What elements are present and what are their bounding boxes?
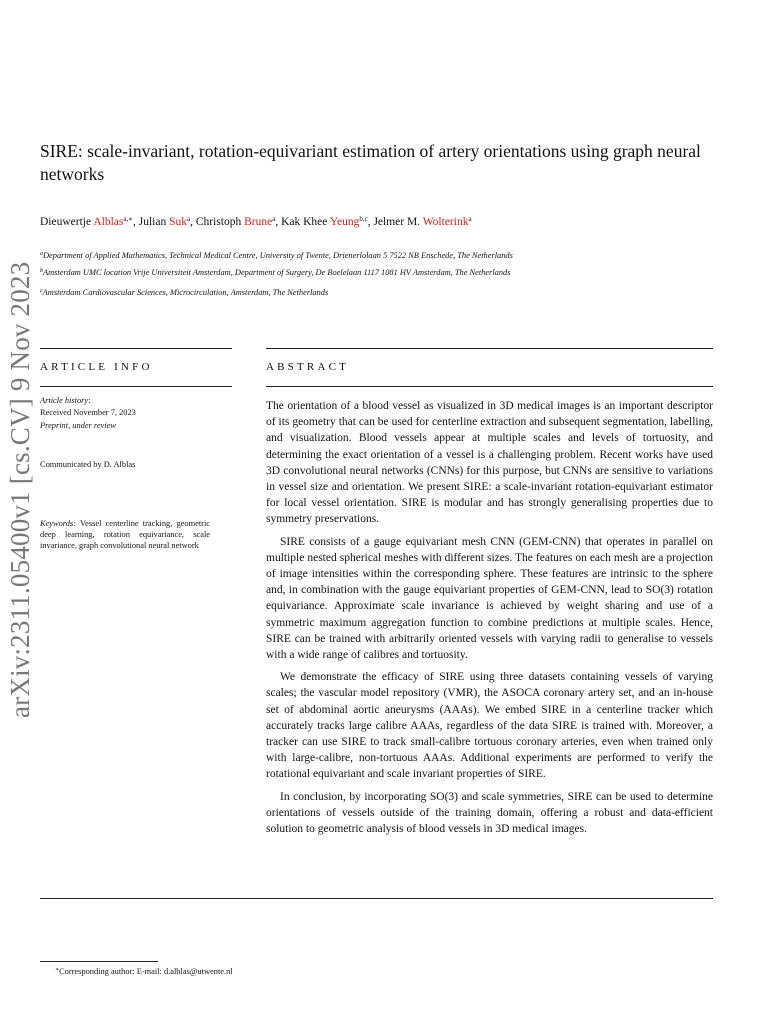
- author-surname[interactable]: Alblas: [93, 216, 124, 228]
- paper-title: SIRE: scale-invariant, rotation-equivariant estimation of artery orientations using graph neural networks: [40, 141, 701, 184]
- keywords: Keywords: Vessel centerline tracking, geometric deep learning, rotation equivariance, scale invariance, graph convolutional neural network: [40, 519, 210, 551]
- arxiv-identifier: arXiv:2311.05400v1 [cs.CV] 9 Nov 2023: [5, 261, 35, 718]
- author-surname[interactable]: Wolterink: [422, 216, 469, 228]
- author: Dieuwertje Alblas$^{a,∗}$,: [40, 215, 139, 228]
- communicated-by: Communicated by D. Alblas: [40, 460, 136, 469]
- abstract-paragraph: We demonstrate the efficacy of SIRE using three datasets containing vessels of varying scales; the vascular model repository (VMR), the ASOCA coronary artery set, and an in-house set of abdominal aortic aneurysms (AAAs). We embed SIRE in a centerline tracker which accurately tracks large calibre AAAs, regardless of the data SIRE is trained with. Moreover, a tracker can use SIRE to track small-calibre tortuous coronary arteries, even when trained only with large-calibre, non-tortuous AAAs. Additional experiments are performed to verify the rotational equivariant and scale invariant properties of SIRE.: [266, 671, 713, 781]
- author: Jelmer M. Wolterink$^a$: [373, 215, 472, 228]
- preprint-status: Preprint, under review: [40, 421, 116, 430]
- author: Kak Khee Yeung$^{b,c}$,: [281, 215, 374, 228]
- author-surname[interactable]: Yeung: [329, 216, 360, 228]
- affiliation: $^b$Amsterdam UMC location Vrije Universiteit Amsterdam, Department of Surgery, De Boelelaan 1117 1081 HV Amsterdam, The Netherlands: [40, 268, 511, 277]
- author: Julian Suk$^a$,: [138, 215, 196, 228]
- author: Christoph Brune$^a$,: [195, 215, 282, 228]
- divider: [266, 386, 713, 387]
- affiliation: $^c$Amsterdam Cardiovascular Sciences, Microcirculation, Amsterdam, The Netherlands: [40, 288, 329, 297]
- divider: [40, 386, 232, 387]
- abstract-paragraph: The orientation of a blood vessel as visualized in 3D medical images is an important descriptor of its geometry that can be used for centerline extraction and subsequent segmentation, labelling, and visualization. Blood vessels appear at multiple scales and levels of tortuosity, and determining the exact orientation of a vessel is a challenging problem. Recent works have used 3D convolutional neural networks (CNNs) for this purpose, but CNNs are sensitive to variations in vessel size and orientation. We present SIRE: a scale-invariant rotation-equivariant estimator for local vessel orientation. SIRE is modular and has strongly generalising properties due to symmetry preservations.: [266, 400, 713, 526]
- abstract-heading: ABSTRACT: [266, 361, 350, 373]
- author-surname[interactable]: Brune: [244, 216, 273, 228]
- footnote-divider: [40, 961, 158, 962]
- affiliation: $^a$Department of Applied Mathematics, Technical Medical Centre, University of Twente, Drienerlolaan 5 7522 NB Enschede, The Netherlands: [40, 251, 513, 260]
- article-history: Article history:: [40, 396, 91, 405]
- abstract-body: [266, 398, 713, 843]
- received-date: Received November 7, 2023: [40, 408, 136, 417]
- abstract-paragraph: SIRE consists of a gauge equivariant mesh CNN (GEM-CNN) that operates in parallel on multiple nested spherical meshes with different sizes. The features on each mesh are a projection of image intensities within the corresponding sphere. These features are intrinsic to the sphere and, in combination with the gauge equivariant properties of GEM-CNN, lead to SO(3) rotation equivariance. Approximate scale invariance is achieved by weight sharing and use of a symmetric maximum aggregation function to combine predictions at multiple scales. Hence, SIRE can be trained with arbitrarily oriented vessels with varying radii to generalise to vessels with a wide range of calibres and tortuosity.: [266, 535, 713, 662]
- divider: [266, 348, 713, 349]
- abstract-paragraph: In conclusion, by incorporating SO(3) and scale symmetries, SIRE can be used to determine orientations of vessels outside of the training domain, offering a robust and data-efficient solution to geometric analysis of blood vessels in 3D medical images.: [266, 790, 713, 836]
- author-list: [40, 212, 472, 229]
- divider: [40, 898, 713, 899]
- corresponding-author-footnote: ∗Corresponding author: E-mail: d.alblas@utwente.nl: [55, 967, 233, 976]
- article-info-heading: ARTICLE INFO: [40, 361, 153, 373]
- author-surname[interactable]: Suk: [169, 216, 187, 228]
- divider: [40, 348, 232, 349]
